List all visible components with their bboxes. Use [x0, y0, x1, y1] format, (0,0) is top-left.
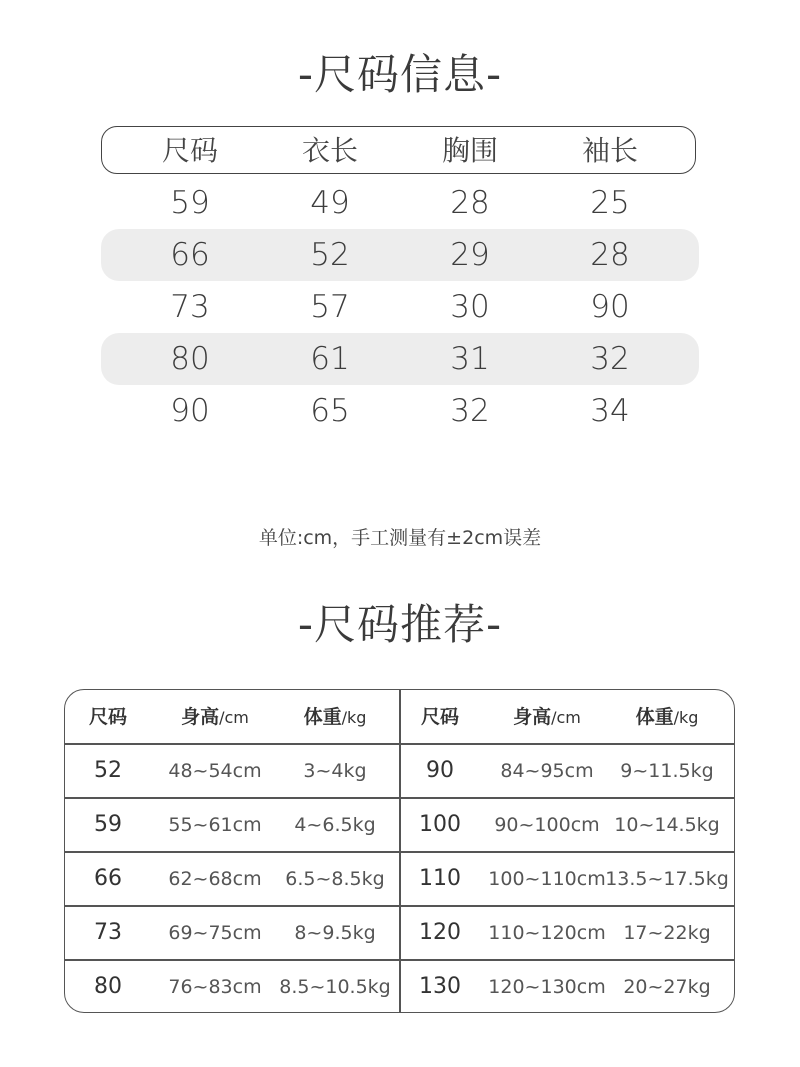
size-info-cell-size: 90: [170, 393, 210, 429]
recommend-cell-size: 52: [94, 758, 122, 783]
size-info-cell-chest: 31: [450, 341, 490, 377]
recommend-cell-size: 120: [419, 920, 461, 945]
size-info-cell-size: 73: [170, 289, 210, 325]
recommend-header-height: [487, 690, 607, 745]
recommend-header-size: 尺码: [420, 706, 459, 728]
size-info-cell-length: 57: [310, 289, 350, 325]
size-info-cell-sleeve: 34: [590, 393, 630, 429]
recommend-header-height-label: 身高: [181, 706, 220, 728]
size-info-cell-length: 65: [310, 393, 350, 429]
recommend-header-height-unit: /cm: [551, 708, 581, 727]
recommend-cell-height: 90~100cm: [494, 814, 600, 836]
size-info-cell-size: 59: [170, 185, 210, 221]
recommend-cell-height: 100~110cm: [488, 868, 606, 890]
size-info-cell-sleeve: 32: [590, 341, 630, 377]
recommend-cell-size: 90: [426, 758, 454, 783]
size-info-cell-sleeve: 28: [590, 237, 630, 273]
size-info-cell-size: 80: [170, 341, 210, 377]
recommend-cell-weight: 20~27kg: [623, 976, 711, 998]
size-recommend-table: [64, 689, 735, 1013]
recommend-cell-height: 76~83cm: [168, 976, 262, 998]
recommend-header-height: [155, 690, 275, 745]
recommend-header-height-label: 身高: [513, 706, 552, 728]
recommend-header-weight-unit: /kg: [341, 708, 367, 727]
recommend-header-weight-unit: /kg: [673, 708, 699, 727]
recommend-header-weight: [275, 690, 395, 745]
recommend-cell-size: 110: [419, 866, 461, 891]
recommend-cell-height: 110~120cm: [488, 922, 606, 944]
recommend-cell-weight: 6.5~8.5kg: [285, 868, 385, 890]
size-info-cell-length: 49: [310, 185, 350, 221]
size-recommend-title: -尺码推荐-: [297, 600, 503, 649]
recommend-header-size: 尺码: [88, 706, 127, 728]
recommend-cell-height: 62~68cm: [168, 868, 262, 890]
recommend-header-weight-label: 体重: [303, 706, 342, 728]
recommend-cell-weight: 17~22kg: [623, 922, 711, 944]
size-info-header-sleeve: 袖长: [581, 134, 638, 167]
recommend-header-weight-label: 体重: [635, 706, 674, 728]
recommend-header-height-unit: /cm: [219, 708, 249, 727]
recommend-cell-weight: 8.5~10.5kg: [279, 976, 391, 998]
recommend-cell-weight: 3~4kg: [303, 760, 367, 782]
recommend-cell-size: 59: [94, 812, 122, 837]
size-info-cell-length: 52: [310, 237, 350, 273]
recommend-cell-height: 69~75cm: [168, 922, 262, 944]
size-info-title: -尺码信息-: [297, 50, 503, 99]
size-info-cell-chest: 30: [450, 289, 490, 325]
recommend-cell-weight: 4~6.5kg: [294, 814, 376, 836]
recommend-cell-height: 48~54cm: [168, 760, 262, 782]
recommend-cell-weight: 10~14.5kg: [614, 814, 720, 836]
recommend-cell-height: 55~61cm: [168, 814, 262, 836]
size-info-cell-length: 61: [310, 341, 350, 377]
size-info-header-length: 衣长: [301, 134, 358, 167]
size-info-cell-sleeve: 90: [590, 289, 630, 325]
recommend-cell-size: 100: [419, 812, 461, 837]
size-info-cell-chest: 28: [450, 185, 490, 221]
recommend-cell-height: 120~130cm: [488, 976, 606, 998]
recommend-cell-weight: 9~11.5kg: [620, 760, 714, 782]
recommend-cell-size: 80: [94, 974, 122, 999]
recommend-cell-weight: 8~9.5kg: [294, 922, 376, 944]
recommend-cell-weight: 13.5~17.5kg: [605, 868, 729, 890]
size-info-cell-chest: 29: [450, 237, 490, 273]
size-info-cell-sleeve: 25: [590, 185, 630, 221]
measurement-note: 单位:cm，手工测量有±2cm误差: [258, 527, 542, 549]
size-info-cell-chest: 32: [450, 393, 490, 429]
recommend-cell-size: 73: [94, 920, 122, 945]
recommend-header-weight: [607, 690, 727, 745]
recommend-cell-size: 66: [94, 866, 122, 891]
recommend-cell-height: 84~95cm: [500, 760, 594, 782]
size-info-cell-size: 66: [170, 237, 210, 273]
size-info-header-size: 尺码: [161, 134, 218, 167]
size-info-header-chest: 胸围: [441, 134, 498, 167]
recommend-cell-size: 130: [419, 974, 461, 999]
